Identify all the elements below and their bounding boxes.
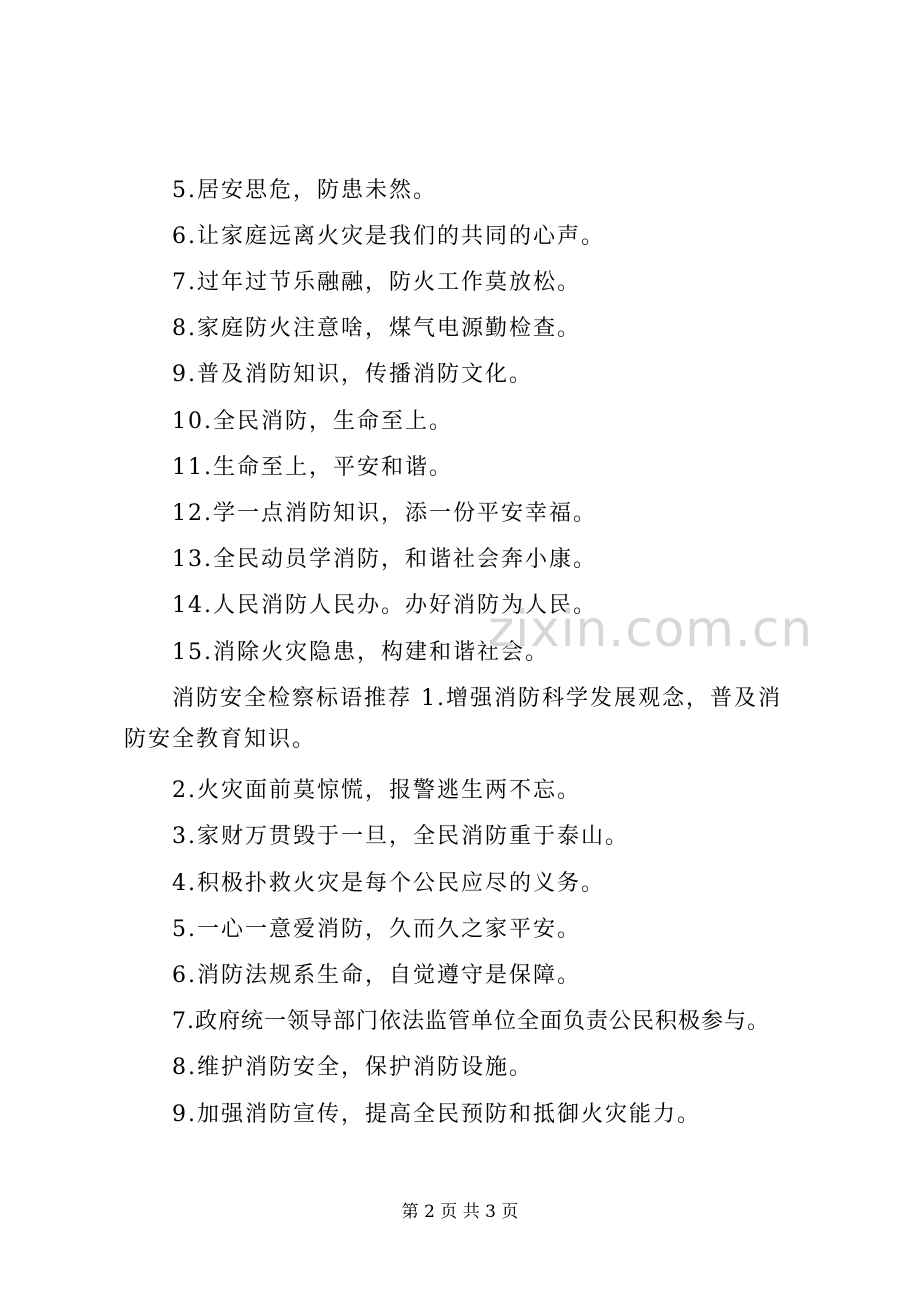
- slogan-line-2: 2.火灾面前莫惊慌，报警逃生两不忘。: [172, 778, 581, 803]
- slogan-line-7b: 7.政府统一领导部门依法监管单位全面负责公民积极参与。: [172, 1009, 770, 1034]
- slogan-line-3: 3.家财万贯毁于一旦，全民消防重于泰山。: [172, 824, 629, 849]
- slogan-line-15: 15.消除火灾隐患，构建和谐社会。: [172, 640, 549, 665]
- paragraph-second-line: 防安全教育知识。: [124, 727, 317, 752]
- slogan-line-8: 8.家庭防火注意啥，煤气电源勤检查。: [172, 316, 581, 341]
- slogan-line-6b: 6.消防法规系生命，自觉遵守是保障。: [172, 963, 581, 988]
- slogan-line-6: 6.让家庭远离火灾是我们的共同的心声。: [172, 224, 605, 249]
- slogan-line-14: 14.人民消防人民办。办好消防为人民。: [172, 593, 597, 618]
- slogan-line-8b: 8.维护消防安全，保护消防设施。: [172, 1055, 533, 1080]
- slogan-line-7: 7.过年过节乐融融，防火工作莫放松。: [172, 270, 581, 295]
- slogan-line-13: 13.全民动员学消防，和谐社会奔小康。: [172, 547, 597, 572]
- paragraph-first-line: 消防安全检察标语推荐 1.增强消防科学发展观念，普及消: [172, 686, 782, 711]
- slogan-line-5b: 5.一心一意爱消防，久而久之家平安。: [172, 917, 581, 942]
- watermark: zixin.com.cn: [488, 600, 814, 658]
- slogan-line-9: 9.普及消防知识，传播消防文化。: [172, 362, 533, 387]
- slogan-line-9b: 9.加强消防宣传，提高全民预防和抵御火灾能力。: [172, 1102, 701, 1127]
- slogan-line-4: 4.积极扑救火灾是每个公民应尽的义务。: [172, 871, 605, 896]
- slogan-line-11: 11.生命至上，平安和谐。: [172, 455, 453, 480]
- page-footer: 第 2 页 共 3 页: [401, 1202, 519, 1222]
- slogan-line-5: 5.居安思危，防患未然。: [172, 178, 437, 203]
- recommend-paragraph: [124, 683, 824, 756]
- slogan-line-12: 12.学一点消防知识，添一份平安幸福。: [172, 501, 597, 526]
- slogan-line-10: 10.全民消防，生命至上。: [172, 409, 453, 434]
